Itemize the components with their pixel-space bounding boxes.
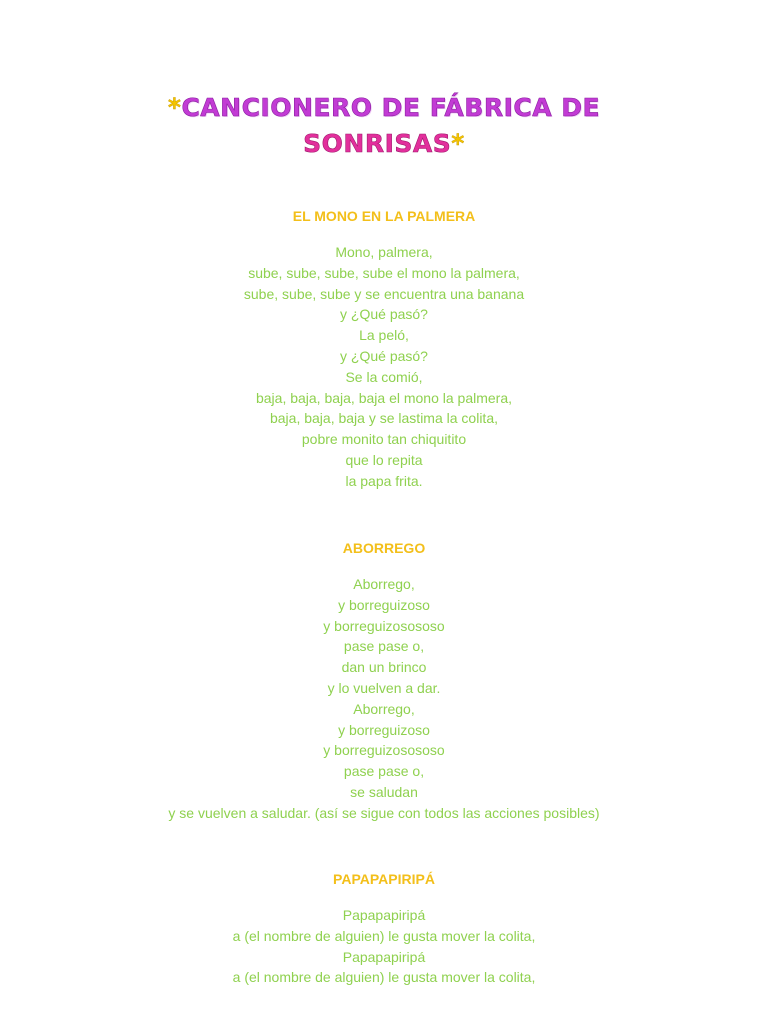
lyric-line: Aborrego, — [353, 700, 415, 717]
lyric-line: dan un brinco — [341, 659, 427, 676]
lyric-line: sube, sube, sube, sube el mono la palmera, — [248, 264, 520, 281]
lyric-line: a (el nombre de alguien) le gusta mover la colita, — [232, 927, 536, 944]
lyric-line: y se vuelven a saludar. (así se sigue con todos las acciones posibles) — [168, 804, 600, 821]
lyric-line: Aborrego, — [353, 576, 415, 592]
lyric-line: La peló, — [359, 327, 409, 344]
lyric-line: y borreguizosososo — [323, 742, 445, 759]
lyric-line: y borreguizoso — [338, 721, 430, 738]
lyric-line: la papa frita. — [345, 472, 423, 489]
song-lyrics — [0, 905, 768, 988]
lyric-line: y borreguizosososo — [323, 617, 445, 634]
song-title: EL MONO EN LA PALMERA — [292, 208, 476, 224]
title-star-open: * — [167, 93, 182, 122]
lyric-line: baja, baja, baja, baja el mono la palmera, — [255, 389, 513, 406]
title-text-line-1: CANCIONERO DE FÁBRICA DE — [181, 93, 601, 122]
lyric-line: pase pase o, — [343, 638, 425, 655]
lyric-line: y borreguizoso — [338, 596, 430, 613]
song-lyrics — [0, 242, 768, 492]
lyric-line: baja, baja, baja y se lastima la colita, — [269, 410, 498, 427]
lyric-line: Se la comió, — [345, 368, 423, 385]
lyric-line: y lo vuelven a dar. — [327, 679, 441, 696]
lyric-line: y ¿Qué pasó? — [340, 347, 428, 364]
song-lyrics — [0, 574, 768, 824]
lyric-line: se saludan — [350, 783, 418, 800]
song-aborrego — [0, 538, 768, 824]
lyric-line: Papapapiripá — [342, 907, 426, 923]
lyric-line: Mono, palmera, — [335, 244, 433, 260]
lyric-line: y ¿Qué pasó? — [340, 306, 428, 323]
song-title: PAPAPAPIRIPÁ — [333, 871, 435, 887]
lyric-line: sube, sube, sube y se encuentra una banana — [243, 285, 525, 302]
title-line-1 — [0, 90, 768, 126]
song-title: ABORREGO — [342, 540, 426, 556]
document-title — [0, 90, 768, 162]
lyric-line: pobre monito tan chiquitito — [301, 431, 467, 448]
lyric-line: a (el nombre de alguien) le gusta mover la colita, — [232, 969, 536, 986]
title-line-2 — [0, 126, 768, 162]
song-el-mono-en-la-palmera — [0, 206, 768, 492]
lyric-line: que lo repita — [345, 451, 423, 468]
title-text-line-2: SONRISAS — [303, 129, 452, 158]
title-star-close: * — [451, 129, 465, 158]
lyric-line: Papapapiripá — [342, 948, 426, 965]
lyric-line: pase pase o, — [343, 763, 425, 780]
song-papapapiripa — [0, 869, 768, 988]
